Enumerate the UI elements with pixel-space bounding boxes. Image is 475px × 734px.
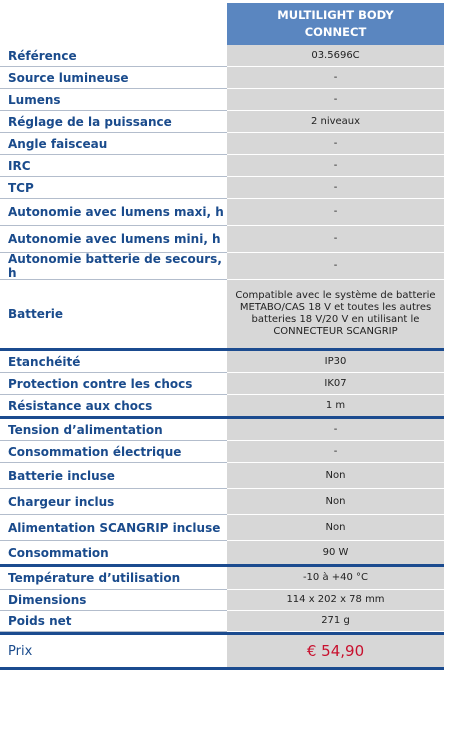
spec-value: - (227, 177, 444, 199)
price-label: Prix (0, 635, 227, 667)
spec-label: Angle faisceau (0, 133, 227, 155)
spec-row-battery-included (0, 463, 444, 489)
spec-value: Non (227, 515, 444, 541)
spec-row-power-setting (0, 111, 444, 133)
spec-value: IP30 (227, 351, 444, 373)
spec-value: - (227, 133, 444, 155)
spec-row-drop-resistance (0, 395, 444, 419)
price-row (0, 632, 444, 670)
spec-value: 90 W (227, 541, 444, 564)
spec-label: Batterie incluse (0, 463, 227, 489)
spec-label: Alimentation SCANGRIP incluse (0, 515, 227, 541)
spec-row-operating-temperature (0, 567, 444, 590)
spec-value: 114 x 202 x 78 mm (227, 590, 444, 611)
spec-row-reference (0, 45, 444, 67)
spec-row-ingress-protection (0, 351, 444, 373)
spec-value: - (227, 253, 444, 280)
spec-label: Consommation électrique (0, 441, 227, 463)
spec-value: 03.5696C (227, 45, 444, 67)
spec-value: - (227, 155, 444, 177)
spec-value: - (227, 441, 444, 463)
spec-table (0, 3, 444, 670)
spec-label: Autonomie batterie de secours, h (0, 253, 227, 280)
spec-label: Chargeur inclus (0, 489, 227, 515)
spec-label: IRC (0, 155, 227, 177)
spec-row-beam-angle (0, 133, 444, 155)
spec-row-runtime-min (0, 226, 444, 253)
spec-value: - (227, 226, 444, 253)
spec-row-net-weight (0, 611, 444, 632)
spec-value: - (227, 67, 444, 89)
spec-row-psu-included (0, 515, 444, 541)
spec-label: Autonomie avec lumens mini, h (0, 226, 227, 253)
spec-label: Consommation (0, 541, 227, 564)
spec-value: Compatible avec le système de batterie METABO/CAS 18 V et toutes les autres batteries 18 V/20 V en utilisant le CONNECTEUR SCANGRIP (227, 280, 444, 348)
spec-value: Non (227, 463, 444, 489)
spec-value: 271 g (227, 611, 444, 632)
spec-label: TCP (0, 177, 227, 199)
spec-row-backup-runtime (0, 253, 444, 280)
price-value: € 54,90 (227, 635, 444, 667)
product-name-header (227, 3, 444, 45)
spec-value: - (227, 89, 444, 111)
spec-value: IK07 (227, 373, 444, 395)
spec-row-dimensions (0, 590, 444, 611)
spec-row-light-source (0, 67, 444, 89)
spec-value: - (227, 419, 444, 441)
spec-label: Etanchéité (0, 351, 227, 373)
spec-row-battery (0, 280, 444, 351)
spec-row-supply-voltage (0, 419, 444, 441)
spec-row-power-consumption (0, 441, 444, 463)
table-header (0, 3, 444, 45)
spec-label: Batterie (0, 280, 227, 348)
spec-label: Résistance aux chocs (0, 395, 227, 416)
spec-label: Lumens (0, 89, 227, 111)
spec-row-impact-protection (0, 373, 444, 395)
spec-value: - (227, 199, 444, 226)
spec-label: Température d’utilisation (0, 567, 227, 590)
spec-row-charger-included (0, 489, 444, 515)
spec-label: Source lumineuse (0, 67, 227, 89)
spec-label: Poids net (0, 611, 227, 632)
spec-label: Tension d’alimentation (0, 419, 227, 441)
spec-label: Dimensions (0, 590, 227, 611)
spec-value: 2 niveaux (227, 111, 444, 133)
spec-row-cct (0, 177, 444, 199)
spec-label: Autonomie avec lumens maxi, h (0, 199, 227, 226)
spec-value: -10 à +40 °C (227, 567, 444, 590)
spec-value: 1 m (227, 395, 444, 416)
spec-label: Protection contre les chocs (0, 373, 227, 395)
product-name: MULTILIGHT BODY CONNECT (277, 8, 394, 39)
spec-row-consumption (0, 541, 444, 567)
spec-row-runtime-max (0, 199, 444, 226)
spec-value: Non (227, 489, 444, 515)
spec-label: Réglage de la puissance (0, 111, 227, 133)
spec-row-lumens (0, 89, 444, 111)
spec-label: Référence (0, 45, 227, 67)
spec-row-cri (0, 155, 444, 177)
